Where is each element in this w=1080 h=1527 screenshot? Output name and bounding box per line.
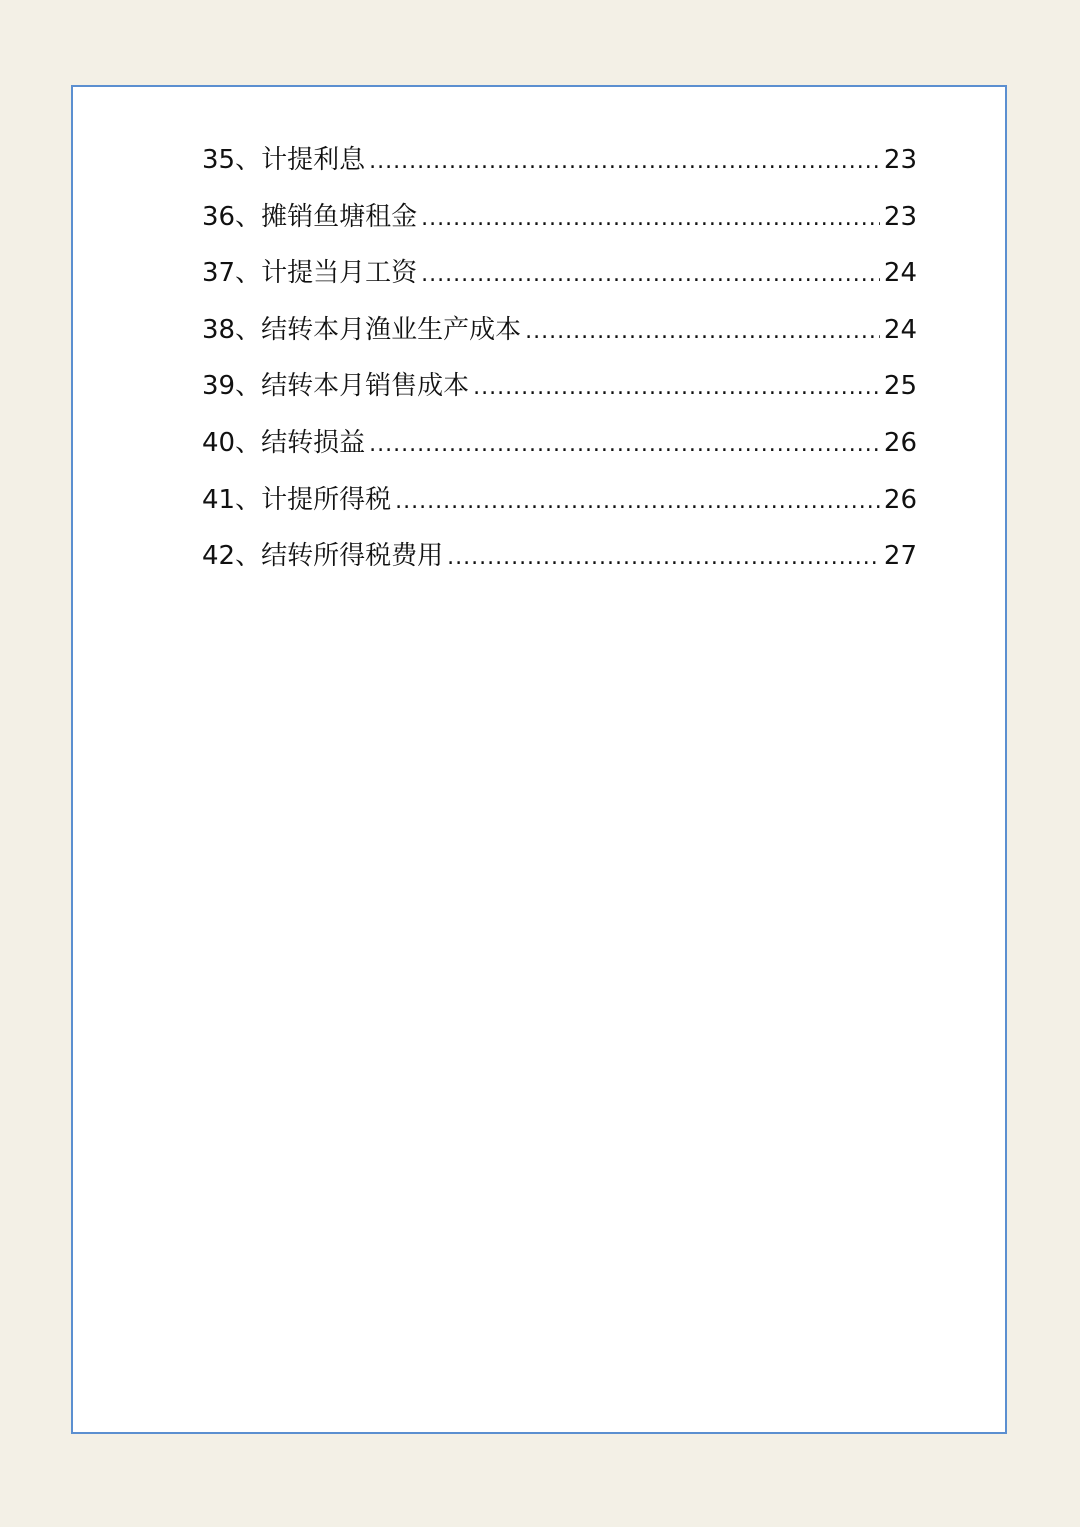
- toc-leader-dots: [369, 149, 880, 174]
- toc-entry-number: 38: [202, 314, 236, 345]
- table-of-contents: [202, 139, 917, 592]
- toc-leader-dots: [421, 206, 880, 231]
- toc-entry-number: 42: [202, 541, 236, 572]
- toc-entry-page: 23: [883, 145, 917, 175]
- toc-entry-number: 37: [202, 258, 236, 289]
- toc-entry-title: 结转损益: [261, 427, 366, 458]
- toc-entry-separator: 、: [235, 484, 262, 515]
- toc-entry-page: 26: [883, 427, 917, 458]
- toc-entry-number: 41: [202, 484, 236, 515]
- toc-entry-number: 40: [202, 427, 236, 458]
- toc-entry-separator: 、: [235, 314, 262, 345]
- toc-entry[interactable]: [202, 196, 917, 253]
- toc-entry-separator: 、: [235, 258, 262, 289]
- toc-leader-dots: [395, 489, 880, 514]
- toc-entry-page: 25: [883, 371, 917, 402]
- toc-entry-separator: 、: [235, 201, 262, 232]
- toc-entry-separator: 、: [235, 427, 262, 458]
- toc-entry[interactable]: [202, 309, 917, 366]
- toc-entry-separator: 、: [235, 145, 262, 175]
- toc-entry-page: 23: [883, 201, 917, 232]
- toc-entry-page: 24: [883, 314, 917, 345]
- toc-entry-number: 36: [202, 201, 236, 232]
- toc-leader-dots: [421, 262, 880, 287]
- toc-entry-title: 计提当月工资: [261, 258, 418, 289]
- toc-entry[interactable]: [202, 139, 917, 196]
- toc-leader-dots: [525, 319, 880, 344]
- toc-entry-title: 计提所得税: [261, 484, 392, 515]
- toc-entry-number: 35: [202, 145, 236, 175]
- toc-entry[interactable]: [202, 535, 917, 592]
- toc-leader-dots: [447, 545, 880, 570]
- toc-entry-separator: 、: [235, 541, 262, 572]
- toc-entry[interactable]: [202, 422, 917, 479]
- toc-entry-separator: 、: [235, 371, 262, 402]
- toc-entry-page: 27: [883, 541, 917, 572]
- toc-entry-page: 24: [883, 258, 917, 289]
- document-page: [71, 85, 1007, 1434]
- toc-entry[interactable]: [202, 479, 917, 536]
- toc-entry-number: 39: [202, 371, 236, 402]
- toc-entry[interactable]: [202, 365, 917, 422]
- toc-entry-title: 计提利息: [261, 145, 366, 175]
- toc-entry-title: 摊销鱼塘租金: [261, 201, 418, 232]
- toc-entry-page: 26: [883, 484, 917, 515]
- toc-entry-title: 结转本月销售成本: [261, 371, 470, 402]
- toc-entry-title: 结转本月渔业生产成本: [261, 314, 522, 345]
- toc-leader-dots: [473, 375, 880, 400]
- toc-leader-dots: [369, 432, 880, 457]
- toc-entry[interactable]: [202, 252, 917, 309]
- toc-entry-title: 结转所得税费用: [261, 541, 444, 572]
